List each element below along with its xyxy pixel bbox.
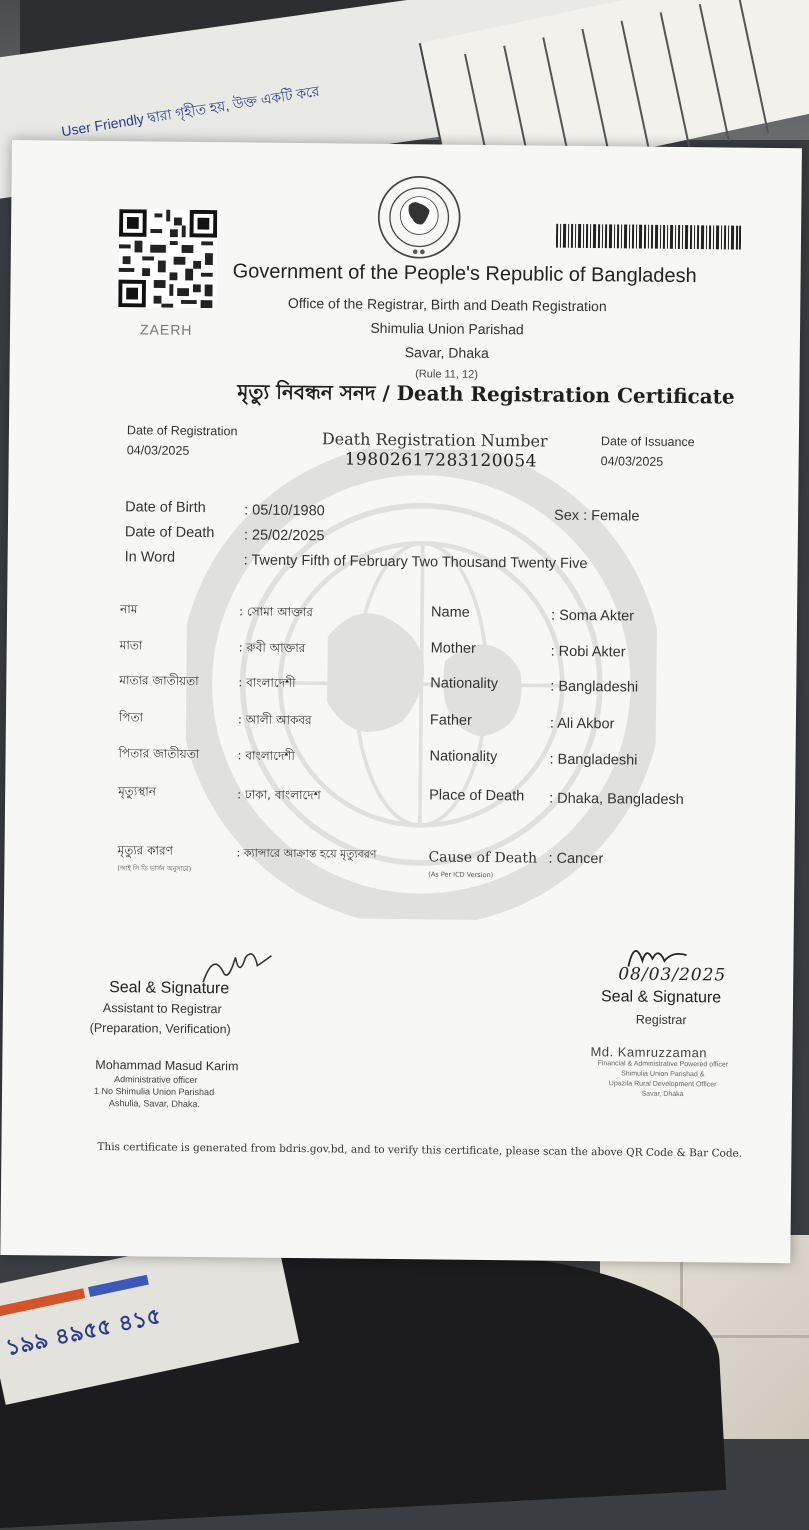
dod-value: : 25/02/2025 [243, 527, 325, 545]
certificate-title: মৃত্যু নিবন্ধন সনদ / Death Registration Certificate [237, 379, 735, 409]
bn-value-cause: : ক্যান্সারে আক্রান্ত হয়ে মৃত্যুবরণ [236, 846, 377, 861]
bn-label-father-nationality: পিতার জাতীয়তা [118, 746, 200, 761]
registration-date-label: Date of Registration [126, 423, 238, 439]
en-value-father: : Ali Akbor [549, 715, 615, 733]
en-cause-note: (As Per ICD Version) [428, 870, 494, 880]
bn-label-cause: মৃত্যুর কারণ [117, 843, 173, 858]
issuance-date-label: Date of Issuance [600, 434, 695, 450]
registrar-name: Md. Kamruzzaman [590, 1044, 708, 1061]
bn-label-name: নাম [120, 602, 138, 617]
en-label-mother-nationality: Nationality [430, 675, 499, 693]
en-value-mother-nationality: : Bangladeshi [550, 678, 639, 696]
government-emblem-icon [376, 174, 463, 261]
en-value-name: : Soma Akter [550, 607, 635, 625]
dob-value: : 05/10/1980 [244, 502, 325, 520]
en-value-place-of-death: : Dhaka, Bangladesh [549, 790, 684, 809]
left-officer-line3: Ashulia, Savar, Dhaka. [108, 1098, 201, 1110]
barcode[interactable] [556, 224, 741, 250]
bottom-paper-note: ১৯৯ ৪৯৫৫ ৪১৫ [3, 1303, 164, 1362]
bn-label-mother-nationality: মাতার জাতীয়তা [119, 673, 199, 688]
bn-label-father: পিতা [118, 710, 144, 725]
in-word-value: : Twenty Fifth of February Two Thousand Twenty Five [243, 552, 588, 573]
svg-text:● ●: ● ● [412, 248, 426, 256]
registrar-line3: Upazila Rural Development Officer [608, 1080, 717, 1089]
bn-label-mother: মাতা [119, 638, 143, 653]
qr-code[interactable] [118, 209, 217, 308]
bn-value-father-nationality: : বাংলাদেশী [237, 748, 295, 763]
en-label-cause: Cause of Death [428, 849, 538, 867]
union-name: Shimulia Union Parishad [370, 319, 524, 338]
left-role-note: (Preparation, Verification) [89, 1020, 231, 1037]
en-value-mother: : Robi Akter [550, 643, 626, 661]
verification-footer: This certificate is generated from bdris.gov.bd, and to verify this certificate, please scan the above QR Code & Bar Code. [97, 1140, 743, 1160]
sex-value: Sex : Female [554, 507, 640, 525]
qr-caption: ZAERH [139, 321, 193, 338]
rule-reference: (Rule 11, 12) [415, 368, 479, 381]
issuance-date: 04/03/2025 [600, 454, 664, 469]
en-label-name: Name [430, 604, 470, 621]
en-label-place-of-death: Place of Death [429, 787, 525, 805]
dob-label: Date of Birth [125, 499, 206, 517]
bn-value-mother-nationality: : বাংলাদেশী [238, 675, 296, 690]
death-certificate [0, 140, 802, 1263]
government-title: Government of the People's Republic of Bangladesh [232, 260, 697, 288]
en-label-father-nationality: Nationality [429, 748, 498, 766]
en-label-father: Father [429, 712, 472, 729]
left-officer-line1: Administrative officer [114, 1074, 198, 1085]
registration-date: 04/03/2025 [126, 443, 190, 458]
location: Savar, Dhaka [404, 344, 489, 362]
in-word-label: In Word [124, 549, 176, 566]
right-seal-label: Seal & Signature [600, 988, 722, 1007]
bn-value-father: : আলী আকবর [237, 712, 312, 728]
left-officer-name: Mohammad Masud Karim [95, 1057, 239, 1074]
en-value-father-nationality: : Bangladeshi [549, 751, 638, 769]
bn-value-mother: : রুবী আক্তার [238, 640, 306, 656]
right-role: Registrar [635, 1012, 687, 1028]
underlying-note: User Friendly দ্বারা গৃহীত হয়, উক্ত একটি করে [60, 82, 321, 140]
bn-label-place-of-death: মৃত্যুস্থান [118, 784, 156, 799]
registrar-line4: Savar, Dhaka [641, 1090, 684, 1099]
left-seal-label: Seal & Signature [109, 979, 230, 998]
registration-number-label: Death Registration Number [321, 429, 548, 451]
handwritten-date: 08/03/2025 [618, 964, 727, 986]
en-label-mother: Mother [430, 640, 476, 657]
registrar-line2: Shimulia Union Parishad & [621, 1070, 705, 1079]
registration-number: 19802617283120054 [344, 449, 538, 472]
dod-label: Date of Death [124, 524, 215, 542]
en-value-cause: : Cancer [548, 850, 604, 868]
left-role: Assistant to Registrar [102, 1001, 222, 1017]
bn-cause-note: (আই সি ডি ভার্সন অনুসারে) [117, 864, 192, 873]
office-name: Office of the Registrar, Birth and Death Registration [287, 294, 607, 315]
left-officer-line2: 1 No Shimulia Union Parishad [93, 1085, 215, 1098]
bn-value-name: : সোমা আক্তার [239, 604, 313, 620]
registrar-line1: Financial & Administrative Powered officer [597, 1060, 729, 1069]
bn-value-place-of-death: : ঢাকা, বাংলাদেশ [237, 787, 321, 803]
